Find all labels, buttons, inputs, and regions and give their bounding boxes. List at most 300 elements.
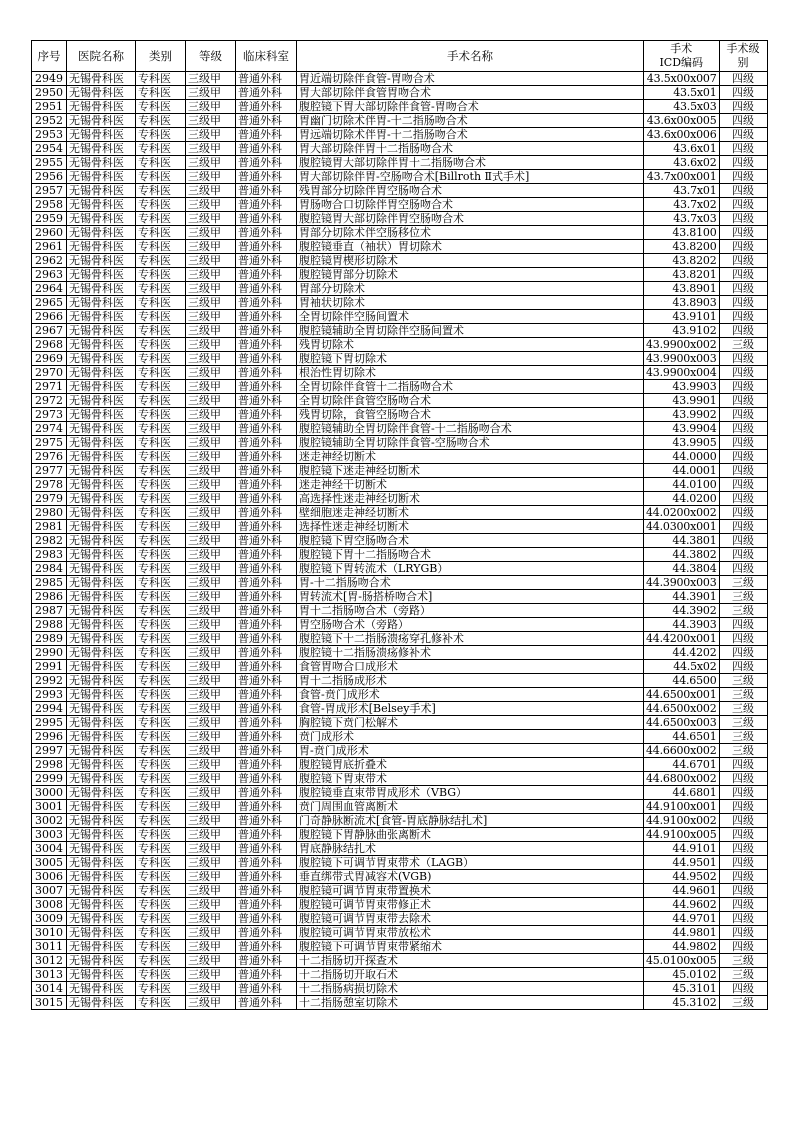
table-row: [32, 982, 768, 996]
level-cell: 四级: [719, 478, 767, 492]
hospital-cell: 无锡骨科医: [67, 618, 136, 632]
seq-cell: 2957: [32, 184, 67, 198]
hospital-cell: 无锡骨科医: [67, 324, 136, 338]
hospital-cell: 无锡骨科医: [67, 716, 136, 730]
icd-code-cell: 44.3801: [644, 534, 720, 548]
table-row: [32, 590, 768, 604]
level-cell: 四级: [719, 170, 767, 184]
hospital-cell: 无锡骨科医: [67, 520, 136, 534]
grade-cell: 三级甲: [186, 982, 236, 996]
category-cell: 专科医: [136, 156, 186, 170]
category-cell: 专科医: [136, 870, 186, 884]
surgery-name-cell: 迷走神经切断术: [297, 450, 644, 464]
hospital-cell: 无锡骨科医: [67, 576, 136, 590]
seq-cell: 2962: [32, 254, 67, 268]
level-cell: 三级: [719, 590, 767, 604]
department-cell: 普通外科: [236, 758, 297, 772]
seq-cell: 3008: [32, 898, 67, 912]
header-level: [719, 41, 767, 72]
grade-cell: 三级甲: [186, 842, 236, 856]
seq-cell: 2970: [32, 366, 67, 380]
level-cell: 三级: [719, 716, 767, 730]
category-cell: 专科医: [136, 478, 186, 492]
grade-cell: 三级甲: [186, 730, 236, 744]
surgery-name-cell: 腹腔镜垂直（袖状）胃切除术: [297, 240, 644, 254]
grade-cell: 三级甲: [186, 716, 236, 730]
header-grade: 等级: [186, 41, 236, 72]
grade-cell: 三级甲: [186, 268, 236, 282]
grade-cell: 三级甲: [186, 240, 236, 254]
seq-cell: 2997: [32, 744, 67, 758]
hospital-cell: 无锡骨科医: [67, 590, 136, 604]
table-row: [32, 660, 768, 674]
hospital-cell: 无锡骨科医: [67, 198, 136, 212]
department-cell: 普通外科: [236, 842, 297, 856]
category-cell: 专科医: [136, 436, 186, 450]
grade-cell: 三级甲: [186, 464, 236, 478]
table-row: [32, 940, 768, 954]
table-row: [32, 856, 768, 870]
grade-cell: 三级甲: [186, 310, 236, 324]
surgery-name-cell: 腹腔镜胃楔形切除术: [297, 254, 644, 268]
category-cell: 专科医: [136, 72, 186, 86]
department-cell: 普通外科: [236, 450, 297, 464]
seq-cell: 2990: [32, 646, 67, 660]
table-row: [32, 996, 768, 1010]
grade-cell: 三级甲: [186, 506, 236, 520]
surgery-name-cell: 胃部分切除术: [297, 282, 644, 296]
surgery-name-cell: 胃十二指肠成形术: [297, 674, 644, 688]
icd-code-cell: 43.5x03: [644, 100, 720, 114]
level-cell: 四级: [719, 646, 767, 660]
icd-code-cell: 43.9102: [644, 324, 720, 338]
level-cell: 四级: [719, 156, 767, 170]
category-cell: 专科医: [136, 842, 186, 856]
category-cell: 专科医: [136, 912, 186, 926]
surgery-name-cell: 腹腔镜下胃大部切除伴食管-胃吻合术: [297, 100, 644, 114]
icd-code-cell: 44.9502: [644, 870, 720, 884]
department-cell: 普通外科: [236, 548, 297, 562]
category-cell: 专科医: [136, 338, 186, 352]
level-cell: 四级: [719, 240, 767, 254]
category-cell: 专科医: [136, 786, 186, 800]
hospital-cell: 无锡骨科医: [67, 422, 136, 436]
category-cell: 专科医: [136, 422, 186, 436]
surgery-name-cell: 腹腔镜辅助全胃切除伴空肠间置术: [297, 324, 644, 338]
table-row: [32, 380, 768, 394]
grade-cell: 三级甲: [186, 870, 236, 884]
icd-code-cell: 44.3902: [644, 604, 720, 618]
table-row: [32, 296, 768, 310]
level-cell: 四级: [719, 660, 767, 674]
department-cell: 普通外科: [236, 926, 297, 940]
seq-cell: 3001: [32, 800, 67, 814]
seq-cell: 2996: [32, 730, 67, 744]
grade-cell: 三级甲: [186, 534, 236, 548]
table-row: [32, 408, 768, 422]
department-cell: 普通外科: [236, 380, 297, 394]
level-cell: 四级: [719, 632, 767, 646]
department-cell: 普通外科: [236, 576, 297, 590]
seq-cell: 2993: [32, 688, 67, 702]
department-cell: 普通外科: [236, 520, 297, 534]
surgery-name-cell: 腹腔镜下迷走神经切断术: [297, 464, 644, 478]
table-row: [32, 842, 768, 856]
hospital-cell: 无锡骨科医: [67, 128, 136, 142]
hospital-cell: 无锡骨科医: [67, 268, 136, 282]
surgery-name-cell: 腹腔镜下胃静脉曲张离断术: [297, 828, 644, 842]
seq-cell: 3009: [32, 912, 67, 926]
category-cell: 专科医: [136, 310, 186, 324]
category-cell: 专科医: [136, 996, 186, 1010]
seq-cell: 3014: [32, 982, 67, 996]
grade-cell: 三级甲: [186, 562, 236, 576]
icd-code-cell: 44.4202: [644, 646, 720, 660]
table-row: [32, 758, 768, 772]
seq-cell: 2952: [32, 114, 67, 128]
seq-cell: 2965: [32, 296, 67, 310]
icd-code-cell: 44.4200x001: [644, 632, 720, 646]
level-cell: 四级: [719, 422, 767, 436]
department-cell: 普通外科: [236, 492, 297, 506]
department-cell: 普通外科: [236, 394, 297, 408]
category-cell: 专科医: [136, 884, 186, 898]
department-cell: 普通外科: [236, 436, 297, 450]
surgery-name-cell: 腹腔镜十二指肠溃疡修补术: [297, 646, 644, 660]
seq-cell: 2983: [32, 548, 67, 562]
table-row: [32, 548, 768, 562]
seq-cell: 2976: [32, 450, 67, 464]
surgery-name-cell: 贲门成形术: [297, 730, 644, 744]
seq-cell: 2966: [32, 310, 67, 324]
seq-cell: 2961: [32, 240, 67, 254]
level-cell: 四级: [719, 982, 767, 996]
surgery-name-cell: 十二指肠切开取石术: [297, 968, 644, 982]
hospital-cell: 无锡骨科医: [67, 702, 136, 716]
surgery-name-cell: 腹腔镜胃大部切除伴胃十二指肠吻合术: [297, 156, 644, 170]
table-row: [32, 492, 768, 506]
surgery-name-cell: 腹腔镜下可调节胃束带术（LAGB）: [297, 856, 644, 870]
surgery-name-cell: 胃底静脉结扎术: [297, 842, 644, 856]
category-cell: 专科医: [136, 268, 186, 282]
hospital-cell: 无锡骨科医: [67, 170, 136, 184]
icd-code-cell: 44.9801: [644, 926, 720, 940]
hospital-cell: 无锡骨科医: [67, 758, 136, 772]
hospital-cell: 无锡骨科医: [67, 156, 136, 170]
category-cell: 专科医: [136, 100, 186, 114]
surgery-name-cell: 胃大部切除伴胃-空肠吻合术[Billroth Ⅱ式手术]: [297, 170, 644, 184]
category-cell: 专科医: [136, 604, 186, 618]
category-cell: 专科医: [136, 170, 186, 184]
table-row: [32, 534, 768, 548]
grade-cell: 三级甲: [186, 212, 236, 226]
table-row: [32, 282, 768, 296]
grade-cell: 三级甲: [186, 702, 236, 716]
seq-cell: 2987: [32, 604, 67, 618]
table-row: [32, 254, 768, 268]
icd-code-cell: 45.0100x005: [644, 954, 720, 968]
table-row: [32, 814, 768, 828]
icd-code-cell: 44.3900x003: [644, 576, 720, 590]
hospital-cell: 无锡骨科医: [67, 814, 136, 828]
hospital-cell: 无锡骨科医: [67, 940, 136, 954]
level-cell: 四级: [719, 842, 767, 856]
level-cell: 三级: [719, 604, 767, 618]
icd-code-cell: 44.6701: [644, 758, 720, 772]
seq-cell: 2984: [32, 562, 67, 576]
category-cell: 专科医: [136, 968, 186, 982]
seq-cell: 3015: [32, 996, 67, 1010]
icd-code-cell: 44.6801: [644, 786, 720, 800]
grade-cell: 三级甲: [186, 170, 236, 184]
surgery-name-cell: 胃部分切除术伴空肠移位术: [297, 226, 644, 240]
seq-cell: 2986: [32, 590, 67, 604]
seq-cell: 2950: [32, 86, 67, 100]
hospital-cell: 无锡骨科医: [67, 380, 136, 394]
icd-code-cell: 44.9602: [644, 898, 720, 912]
table-row: [32, 646, 768, 660]
table-row: [32, 968, 768, 982]
level-cell: 四级: [719, 324, 767, 338]
surgery-name-cell: 胃大部切除伴食管胃吻合术: [297, 86, 644, 100]
level-cell: 四级: [719, 772, 767, 786]
surgery-name-cell: 垂直绑带式胃减容术(VGB): [297, 870, 644, 884]
table-row: [32, 170, 768, 184]
surgery-name-cell: 胃-贲门成形术: [297, 744, 644, 758]
category-cell: 专科医: [136, 772, 186, 786]
surgery-name-cell: 食管-胃成形术[Belsey手术]: [297, 702, 644, 716]
icd-code-cell: 44.3901: [644, 590, 720, 604]
seq-cell: 2975: [32, 436, 67, 450]
icd-code-cell: 43.8100: [644, 226, 720, 240]
hospital-cell: 无锡骨科医: [67, 688, 136, 702]
department-cell: 普通外科: [236, 128, 297, 142]
table-row: [32, 394, 768, 408]
table-row: [32, 828, 768, 842]
category-cell: 专科医: [136, 730, 186, 744]
department-cell: 普通外科: [236, 366, 297, 380]
header-department: 临床科室: [236, 41, 297, 72]
hospital-cell: 无锡骨科医: [67, 114, 136, 128]
surgery-name-cell: 腹腔镜胃部分切除术: [297, 268, 644, 282]
table-row: [32, 618, 768, 632]
hospital-cell: 无锡骨科医: [67, 856, 136, 870]
level-cell: 四级: [719, 464, 767, 478]
department-cell: 普通外科: [236, 198, 297, 212]
hospital-cell: 无锡骨科医: [67, 310, 136, 324]
hospital-cell: 无锡骨科医: [67, 800, 136, 814]
hospital-cell: 无锡骨科医: [67, 548, 136, 562]
icd-code-cell: 44.6500x003: [644, 716, 720, 730]
icd-code-cell: 44.0001: [644, 464, 720, 478]
grade-cell: 三级甲: [186, 968, 236, 982]
level-cell: 四级: [719, 800, 767, 814]
surgery-name-cell: 食管胃吻合口成形术: [297, 660, 644, 674]
category-cell: 专科医: [136, 898, 186, 912]
grade-cell: 三级甲: [186, 254, 236, 268]
grade-cell: 三级甲: [186, 814, 236, 828]
level-cell: 四级: [719, 142, 767, 156]
department-cell: 普通外科: [236, 254, 297, 268]
grade-cell: 三级甲: [186, 198, 236, 212]
department-cell: 普通外科: [236, 856, 297, 870]
table-row: [32, 520, 768, 534]
grade-cell: 三级甲: [186, 324, 236, 338]
hospital-cell: 无锡骨科医: [67, 646, 136, 660]
level-cell: 四级: [719, 212, 767, 226]
level-cell: 四级: [719, 940, 767, 954]
seq-cell: 2971: [32, 380, 67, 394]
level-cell: 四级: [719, 282, 767, 296]
icd-code-cell: 44.9101: [644, 842, 720, 856]
category-cell: 专科医: [136, 982, 186, 996]
grade-cell: 三级甲: [186, 226, 236, 240]
department-cell: 普通外科: [236, 716, 297, 730]
seq-cell: 3007: [32, 884, 67, 898]
table-row: [32, 632, 768, 646]
surgery-name-cell: 全胃切除伴食管十二指肠吻合术: [297, 380, 644, 394]
table-row: [32, 128, 768, 142]
category-cell: 专科医: [136, 632, 186, 646]
header-icd-line2: ICD编码: [659, 56, 704, 69]
seq-cell: 2989: [32, 632, 67, 646]
hospital-cell: 无锡骨科医: [67, 772, 136, 786]
surgery-name-cell: 高选择性迷走神经切断术: [297, 492, 644, 506]
header-hospital: 医院名称: [67, 41, 136, 72]
seq-cell: 2974: [32, 422, 67, 436]
department-cell: 普通外科: [236, 954, 297, 968]
hospital-cell: 无锡骨科医: [67, 744, 136, 758]
grade-cell: 三级甲: [186, 674, 236, 688]
header-icd: [644, 41, 720, 72]
table-row: [32, 86, 768, 100]
hospital-cell: 无锡骨科医: [67, 982, 136, 996]
level-cell: 四级: [719, 828, 767, 842]
seq-cell: 2979: [32, 492, 67, 506]
level-cell: 四级: [719, 884, 767, 898]
hospital-cell: 无锡骨科医: [67, 632, 136, 646]
hospital-cell: 无锡骨科医: [67, 184, 136, 198]
department-cell: 普通外科: [236, 772, 297, 786]
category-cell: 专科医: [136, 506, 186, 520]
department-cell: 普通外科: [236, 156, 297, 170]
icd-code-cell: 43.6x00x005: [644, 114, 720, 128]
surgery-name-cell: 残胃部分切除伴胃空肠吻合术: [297, 184, 644, 198]
category-cell: 专科医: [136, 660, 186, 674]
grade-cell: 三级甲: [186, 688, 236, 702]
surgery-name-cell: 全胃切除伴食管空肠吻合术: [297, 394, 644, 408]
department-cell: 普通外科: [236, 422, 297, 436]
surgery-name-cell: 根治性胃切除术: [297, 366, 644, 380]
department-cell: 普通外科: [236, 702, 297, 716]
hospital-cell: 无锡骨科医: [67, 226, 136, 240]
table-row: [32, 478, 768, 492]
grade-cell: 三级甲: [186, 548, 236, 562]
grade-cell: 三级甲: [186, 758, 236, 772]
category-cell: 专科医: [136, 282, 186, 296]
department-cell: 普通外科: [236, 212, 297, 226]
department-cell: 普通外科: [236, 478, 297, 492]
level-cell: 四级: [719, 450, 767, 464]
icd-code-cell: 44.6800x002: [644, 772, 720, 786]
department-cell: 普通外科: [236, 632, 297, 646]
seq-cell: 2959: [32, 212, 67, 226]
grade-cell: 三级甲: [186, 128, 236, 142]
surgery-name-cell: 胃袖状切除术: [297, 296, 644, 310]
category-cell: 专科医: [136, 800, 186, 814]
seq-cell: 2995: [32, 716, 67, 730]
icd-code-cell: 43.7x00x001: [644, 170, 720, 184]
surgery-name-cell: 胃转流术[胃-肠搭桥吻合术]: [297, 590, 644, 604]
hospital-cell: 无锡骨科医: [67, 660, 136, 674]
table-row: [32, 702, 768, 716]
seq-cell: 2967: [32, 324, 67, 338]
department-cell: 普通外科: [236, 996, 297, 1010]
table-row: [32, 114, 768, 128]
surgery-name-cell: 腹腔镜下胃十二指肠吻合术: [297, 548, 644, 562]
table-row: [32, 268, 768, 282]
grade-cell: 三级甲: [186, 912, 236, 926]
department-cell: 普通外科: [236, 142, 297, 156]
category-cell: 专科医: [136, 254, 186, 268]
level-cell: 四级: [719, 898, 767, 912]
department-cell: 普通外科: [236, 324, 297, 338]
level-cell: 四级: [719, 520, 767, 534]
category-cell: 专科医: [136, 296, 186, 310]
seq-cell: 2964: [32, 282, 67, 296]
seq-cell: 2991: [32, 660, 67, 674]
department-cell: 普通外科: [236, 86, 297, 100]
seq-cell: 2994: [32, 702, 67, 716]
seq-cell: 2981: [32, 520, 67, 534]
category-cell: 专科医: [136, 856, 186, 870]
hospital-cell: 无锡骨科医: [67, 366, 136, 380]
header-seq: 序号: [32, 41, 67, 72]
icd-code-cell: 44.3903: [644, 618, 720, 632]
icd-code-cell: 44.9100x001: [644, 800, 720, 814]
hospital-cell: 无锡骨科医: [67, 730, 136, 744]
icd-code-cell: 44.3802: [644, 548, 720, 562]
grade-cell: 三级甲: [186, 520, 236, 534]
grade-cell: 三级甲: [186, 884, 236, 898]
table-row: [32, 226, 768, 240]
grade-cell: 三级甲: [186, 996, 236, 1010]
grade-cell: 三级甲: [186, 450, 236, 464]
level-cell: 四级: [719, 268, 767, 282]
hospital-cell: 无锡骨科医: [67, 506, 136, 520]
department-cell: 普通外科: [236, 828, 297, 842]
department-cell: 普通外科: [236, 100, 297, 114]
seq-cell: 2953: [32, 128, 67, 142]
level-cell: 四级: [719, 758, 767, 772]
surgery-name-cell: 胸腔镜下贲门松解术: [297, 716, 644, 730]
surgery-name-cell: 门奇静脉断流术[食管-胃底静脉结扎术]: [297, 814, 644, 828]
seq-cell: 2958: [32, 198, 67, 212]
grade-cell: 三级甲: [186, 618, 236, 632]
hospital-cell: 无锡骨科医: [67, 996, 136, 1010]
icd-code-cell: 44.6500: [644, 674, 720, 688]
table-body: [32, 72, 768, 1010]
hospital-cell: 无锡骨科医: [67, 464, 136, 478]
table-row: [32, 324, 768, 338]
icd-code-cell: 44.9100x002: [644, 814, 720, 828]
department-cell: 普通外科: [236, 660, 297, 674]
table-row: [32, 422, 768, 436]
icd-code-cell: 44.6500x002: [644, 702, 720, 716]
surgery-name-cell: 腹腔镜辅助全胃切除伴食管-空肠吻合术: [297, 436, 644, 450]
hospital-cell: 无锡骨科医: [67, 968, 136, 982]
level-cell: 四级: [719, 534, 767, 548]
